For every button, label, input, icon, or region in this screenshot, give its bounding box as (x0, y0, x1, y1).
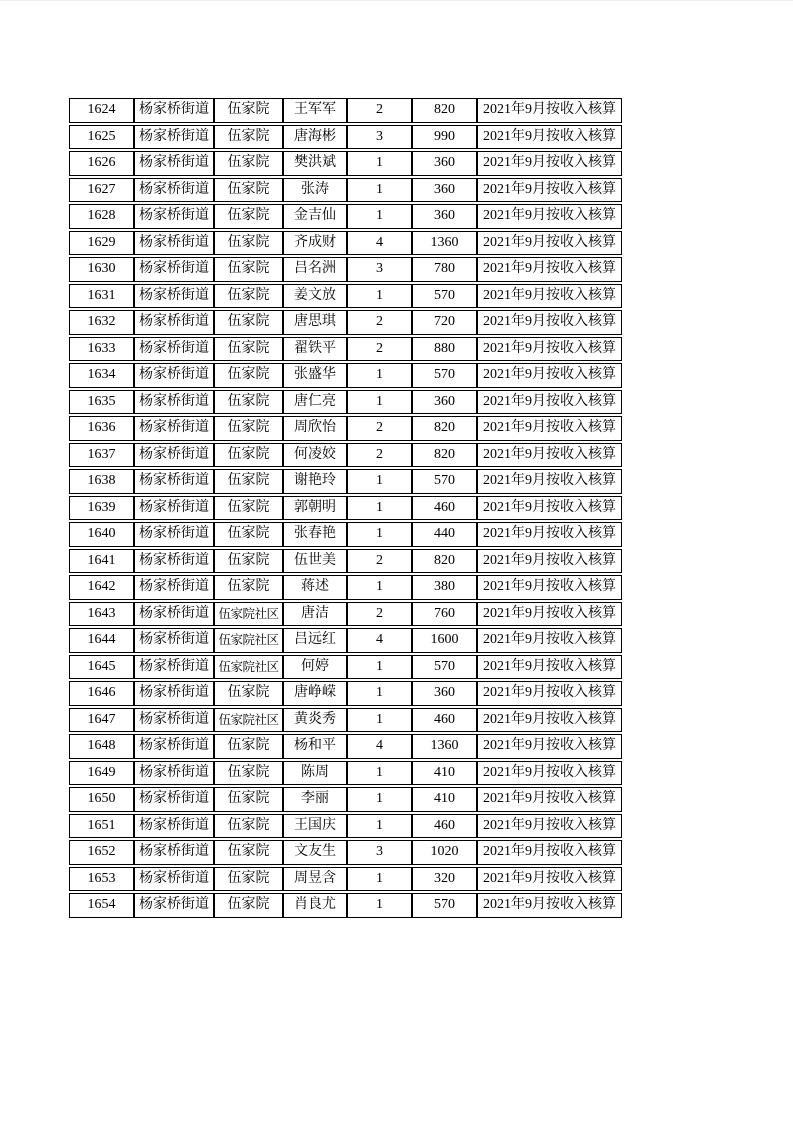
cell-name: 唐洁 (283, 602, 347, 627)
cell-village: 伍家院 (214, 337, 283, 362)
cell-note: 2021年9月按收入核算 (477, 681, 622, 706)
cell-village: 伍家院 (214, 257, 283, 282)
table-row (69, 496, 622, 521)
cell-note: 2021年9月按收入核算 (477, 655, 622, 680)
cell-street: 杨家桥街道 (134, 602, 214, 627)
cell-amount: 360 (412, 390, 477, 415)
cell-village: 伍家院 (214, 840, 283, 865)
cell-serial: 1643 (69, 602, 134, 627)
cell-note: 2021年9月按收入核算 (477, 469, 622, 494)
cell-village: 伍家院 (214, 575, 283, 600)
table-row (69, 469, 622, 494)
cell-serial: 1648 (69, 734, 134, 759)
cell-amount: 1360 (412, 734, 477, 759)
table-row (69, 602, 622, 627)
cell-amount: 320 (412, 867, 477, 892)
cell-serial: 1645 (69, 655, 134, 680)
cell-persons: 1 (347, 204, 412, 229)
cell-village: 伍家院 (214, 867, 283, 892)
cell-note: 2021年9月按收入核算 (477, 549, 622, 574)
cell-village: 伍家院 (214, 734, 283, 759)
cell-amount: 880 (412, 337, 477, 362)
cell-persons: 2 (347, 549, 412, 574)
cell-amount: 820 (412, 549, 477, 574)
cell-street: 杨家桥街道 (134, 257, 214, 282)
table-row (69, 363, 622, 388)
cell-name: 王军军 (283, 98, 347, 123)
cell-serial: 1642 (69, 575, 134, 600)
cell-serial: 1627 (69, 178, 134, 203)
table-row (69, 734, 622, 759)
cell-serial: 1641 (69, 549, 134, 574)
cell-village: 伍家院 (214, 178, 283, 203)
cell-village: 伍家院 (214, 284, 283, 309)
cell-serial: 1652 (69, 840, 134, 865)
cell-name: 齐成财 (283, 231, 347, 256)
cell-note: 2021年9月按收入核算 (477, 98, 622, 123)
cell-persons: 1 (347, 363, 412, 388)
table-row (69, 787, 622, 812)
table-row (69, 549, 622, 574)
table-row (69, 337, 622, 362)
cell-serial: 1640 (69, 522, 134, 547)
cell-persons: 3 (347, 125, 412, 150)
cell-amount: 780 (412, 257, 477, 282)
cell-street: 杨家桥街道 (134, 549, 214, 574)
cell-street: 杨家桥街道 (134, 522, 214, 547)
table-row (69, 125, 622, 150)
cell-persons: 1 (347, 893, 412, 918)
cell-village: 伍家院社区 (214, 708, 283, 733)
cell-village: 伍家院 (214, 522, 283, 547)
cell-amount: 820 (412, 416, 477, 441)
cell-note: 2021年9月按收入核算 (477, 125, 622, 150)
cell-persons: 3 (347, 840, 412, 865)
cell-amount: 1360 (412, 231, 477, 256)
table-row (69, 178, 622, 203)
cell-persons: 2 (347, 310, 412, 335)
cell-amount: 720 (412, 310, 477, 335)
cell-note: 2021年9月按收入核算 (477, 151, 622, 176)
cell-name: 张盛华 (283, 363, 347, 388)
cell-persons: 1 (347, 708, 412, 733)
cell-street: 杨家桥街道 (134, 416, 214, 441)
cell-note: 2021年9月按收入核算 (477, 257, 622, 282)
table-row (69, 310, 622, 335)
cell-persons: 3 (347, 257, 412, 282)
cell-persons: 1 (347, 469, 412, 494)
table-row (69, 761, 622, 786)
cell-serial: 1636 (69, 416, 134, 441)
cell-persons: 1 (347, 681, 412, 706)
cell-persons: 1 (347, 814, 412, 839)
cell-village: 伍家院社区 (214, 655, 283, 680)
cell-note: 2021年9月按收入核算 (477, 416, 622, 441)
cell-amount: 570 (412, 893, 477, 918)
table-row (69, 204, 622, 229)
cell-persons: 1 (347, 761, 412, 786)
cell-serial: 1646 (69, 681, 134, 706)
cell-serial: 1624 (69, 98, 134, 123)
cell-name: 唐峥嵘 (283, 681, 347, 706)
cell-note: 2021年9月按收入核算 (477, 522, 622, 547)
cell-amount: 820 (412, 443, 477, 468)
cell-street: 杨家桥街道 (134, 496, 214, 521)
cell-amount: 760 (412, 602, 477, 627)
cell-street: 杨家桥街道 (134, 337, 214, 362)
cell-village: 伍家院 (214, 390, 283, 415)
cell-street: 杨家桥街道 (134, 867, 214, 892)
cell-name: 文友生 (283, 840, 347, 865)
cell-amount: 1020 (412, 840, 477, 865)
cell-serial: 1628 (69, 204, 134, 229)
cell-note: 2021年9月按收入核算 (477, 893, 622, 918)
cell-amount: 990 (412, 125, 477, 150)
cell-serial: 1634 (69, 363, 134, 388)
table-row (69, 708, 622, 733)
table-row (69, 840, 622, 865)
cell-serial: 1651 (69, 814, 134, 839)
cell-village: 伍家院 (214, 787, 283, 812)
cell-village: 伍家院 (214, 363, 283, 388)
cell-note: 2021年9月按收入核算 (477, 628, 622, 653)
cell-serial: 1639 (69, 496, 134, 521)
cell-name: 何凌姣 (283, 443, 347, 468)
cell-street: 杨家桥街道 (134, 178, 214, 203)
cell-name: 唐仁亮 (283, 390, 347, 415)
cell-persons: 1 (347, 655, 412, 680)
cell-village: 伍家院 (214, 151, 283, 176)
table-row (69, 893, 622, 918)
table-row (69, 575, 622, 600)
cell-persons: 2 (347, 337, 412, 362)
cell-village: 伍家院 (214, 469, 283, 494)
cell-serial: 1653 (69, 867, 134, 892)
cell-serial: 1630 (69, 257, 134, 282)
record-table (69, 96, 622, 920)
cell-persons: 1 (347, 575, 412, 600)
cell-serial: 1649 (69, 761, 134, 786)
cell-street: 杨家桥街道 (134, 443, 214, 468)
cell-name: 谢艳玲 (283, 469, 347, 494)
cell-name: 张春艳 (283, 522, 347, 547)
cell-village: 伍家院 (214, 496, 283, 521)
cell-street: 杨家桥街道 (134, 734, 214, 759)
cell-persons: 1 (347, 178, 412, 203)
table-body (69, 98, 622, 918)
cell-name: 伍世美 (283, 549, 347, 574)
cell-serial: 1637 (69, 443, 134, 468)
cell-note: 2021年9月按收入核算 (477, 363, 622, 388)
cell-street: 杨家桥街道 (134, 310, 214, 335)
cell-serial: 1635 (69, 390, 134, 415)
cell-name: 肖良尤 (283, 893, 347, 918)
cell-serial: 1625 (69, 125, 134, 150)
cell-village: 伍家院 (214, 310, 283, 335)
cell-village: 伍家院 (214, 125, 283, 150)
cell-name: 唐海彬 (283, 125, 347, 150)
table-row (69, 151, 622, 176)
cell-street: 杨家桥街道 (134, 840, 214, 865)
cell-street: 杨家桥街道 (134, 284, 214, 309)
cell-persons: 1 (347, 867, 412, 892)
cell-name: 吕名洲 (283, 257, 347, 282)
cell-persons: 1 (347, 496, 412, 521)
cell-serial: 1644 (69, 628, 134, 653)
cell-note: 2021年9月按收入核算 (477, 840, 622, 865)
cell-note: 2021年9月按收入核算 (477, 204, 622, 229)
cell-name: 郭朝明 (283, 496, 347, 521)
table-row (69, 390, 622, 415)
cell-village: 伍家院 (214, 761, 283, 786)
table-row (69, 98, 622, 123)
cell-street: 杨家桥街道 (134, 390, 214, 415)
cell-persons: 1 (347, 151, 412, 176)
cell-note: 2021年9月按收入核算 (477, 390, 622, 415)
cell-note: 2021年9月按收入核算 (477, 867, 622, 892)
cell-persons: 4 (347, 734, 412, 759)
cell-amount: 570 (412, 469, 477, 494)
cell-name: 金吉仙 (283, 204, 347, 229)
cell-street: 杨家桥街道 (134, 363, 214, 388)
cell-amount: 570 (412, 363, 477, 388)
cell-street: 杨家桥街道 (134, 204, 214, 229)
cell-village: 伍家院 (214, 893, 283, 918)
cell-serial: 1631 (69, 284, 134, 309)
cell-street: 杨家桥街道 (134, 787, 214, 812)
cell-amount: 360 (412, 681, 477, 706)
cell-note: 2021年9月按收入核算 (477, 602, 622, 627)
cell-name: 张涛 (283, 178, 347, 203)
cell-name: 陈周 (283, 761, 347, 786)
cell-street: 杨家桥街道 (134, 761, 214, 786)
cell-persons: 2 (347, 98, 412, 123)
cell-amount: 570 (412, 284, 477, 309)
cell-amount: 360 (412, 178, 477, 203)
cell-amount: 440 (412, 522, 477, 547)
table-row (69, 443, 622, 468)
cell-village: 伍家院 (214, 98, 283, 123)
cell-street: 杨家桥街道 (134, 151, 214, 176)
table-row (69, 231, 622, 256)
cell-street: 杨家桥街道 (134, 469, 214, 494)
cell-amount: 460 (412, 708, 477, 733)
cell-name: 蒋述 (283, 575, 347, 600)
cell-persons: 4 (347, 231, 412, 256)
cell-village: 伍家院 (214, 681, 283, 706)
cell-village: 伍家院社区 (214, 628, 283, 653)
cell-persons: 4 (347, 628, 412, 653)
cell-village: 伍家院 (214, 231, 283, 256)
cell-amount: 570 (412, 655, 477, 680)
cell-persons: 2 (347, 602, 412, 627)
cell-name: 周欣怡 (283, 416, 347, 441)
cell-note: 2021年9月按收入核算 (477, 708, 622, 733)
cell-name: 姜文放 (283, 284, 347, 309)
cell-note: 2021年9月按收入核算 (477, 284, 622, 309)
cell-street: 杨家桥街道 (134, 125, 214, 150)
cell-name: 何婷 (283, 655, 347, 680)
cell-street: 杨家桥街道 (134, 655, 214, 680)
cell-serial: 1654 (69, 893, 134, 918)
cell-persons: 1 (347, 787, 412, 812)
cell-serial: 1638 (69, 469, 134, 494)
cell-street: 杨家桥街道 (134, 628, 214, 653)
cell-note: 2021年9月按收入核算 (477, 734, 622, 759)
cell-street: 杨家桥街道 (134, 708, 214, 733)
cell-street: 杨家桥街道 (134, 681, 214, 706)
cell-persons: 2 (347, 443, 412, 468)
cell-name: 李丽 (283, 787, 347, 812)
cell-amount: 1600 (412, 628, 477, 653)
cell-village: 伍家院 (214, 204, 283, 229)
table-row (69, 867, 622, 892)
cell-street: 杨家桥街道 (134, 98, 214, 123)
cell-amount: 360 (412, 151, 477, 176)
table-row (69, 416, 622, 441)
cell-note: 2021年9月按收入核算 (477, 310, 622, 335)
cell-serial: 1632 (69, 310, 134, 335)
table-row (69, 522, 622, 547)
cell-amount: 410 (412, 787, 477, 812)
cell-amount: 410 (412, 761, 477, 786)
table-row (69, 284, 622, 309)
cell-name: 黄炎秀 (283, 708, 347, 733)
cell-village: 伍家院 (214, 549, 283, 574)
cell-street: 杨家桥街道 (134, 814, 214, 839)
cell-note: 2021年9月按收入核算 (477, 496, 622, 521)
table-row (69, 628, 622, 653)
cell-serial: 1650 (69, 787, 134, 812)
cell-serial: 1633 (69, 337, 134, 362)
cell-name: 唐思琪 (283, 310, 347, 335)
cell-name: 周昱含 (283, 867, 347, 892)
table-row (69, 814, 622, 839)
cell-street: 杨家桥街道 (134, 893, 214, 918)
cell-note: 2021年9月按收入核算 (477, 787, 622, 812)
cell-name: 王国庆 (283, 814, 347, 839)
cell-amount: 460 (412, 496, 477, 521)
cell-amount: 360 (412, 204, 477, 229)
cell-note: 2021年9月按收入核算 (477, 761, 622, 786)
cell-note: 2021年9月按收入核算 (477, 337, 622, 362)
cell-note: 2021年9月按收入核算 (477, 814, 622, 839)
cell-amount: 460 (412, 814, 477, 839)
cell-serial: 1626 (69, 151, 134, 176)
cell-name: 杨和平 (283, 734, 347, 759)
cell-note: 2021年9月按收入核算 (477, 575, 622, 600)
cell-persons: 1 (347, 390, 412, 415)
cell-name: 樊洪斌 (283, 151, 347, 176)
cell-note: 2021年9月按收入核算 (477, 231, 622, 256)
table-row (69, 257, 622, 282)
cell-note: 2021年9月按收入核算 (477, 178, 622, 203)
table-row (69, 681, 622, 706)
cell-persons: 1 (347, 284, 412, 309)
cell-street: 杨家桥街道 (134, 231, 214, 256)
cell-note: 2021年9月按收入核算 (477, 443, 622, 468)
cell-persons: 2 (347, 416, 412, 441)
cell-name: 吕远红 (283, 628, 347, 653)
cell-village: 伍家院社区 (214, 602, 283, 627)
cell-village: 伍家院 (214, 814, 283, 839)
cell-serial: 1647 (69, 708, 134, 733)
cell-street: 杨家桥街道 (134, 575, 214, 600)
cell-serial: 1629 (69, 231, 134, 256)
cell-village: 伍家院 (214, 416, 283, 441)
cell-amount: 380 (412, 575, 477, 600)
cell-village: 伍家院 (214, 443, 283, 468)
cell-name: 翟铁平 (283, 337, 347, 362)
cell-amount: 820 (412, 98, 477, 123)
table-row (69, 655, 622, 680)
cell-persons: 1 (347, 522, 412, 547)
